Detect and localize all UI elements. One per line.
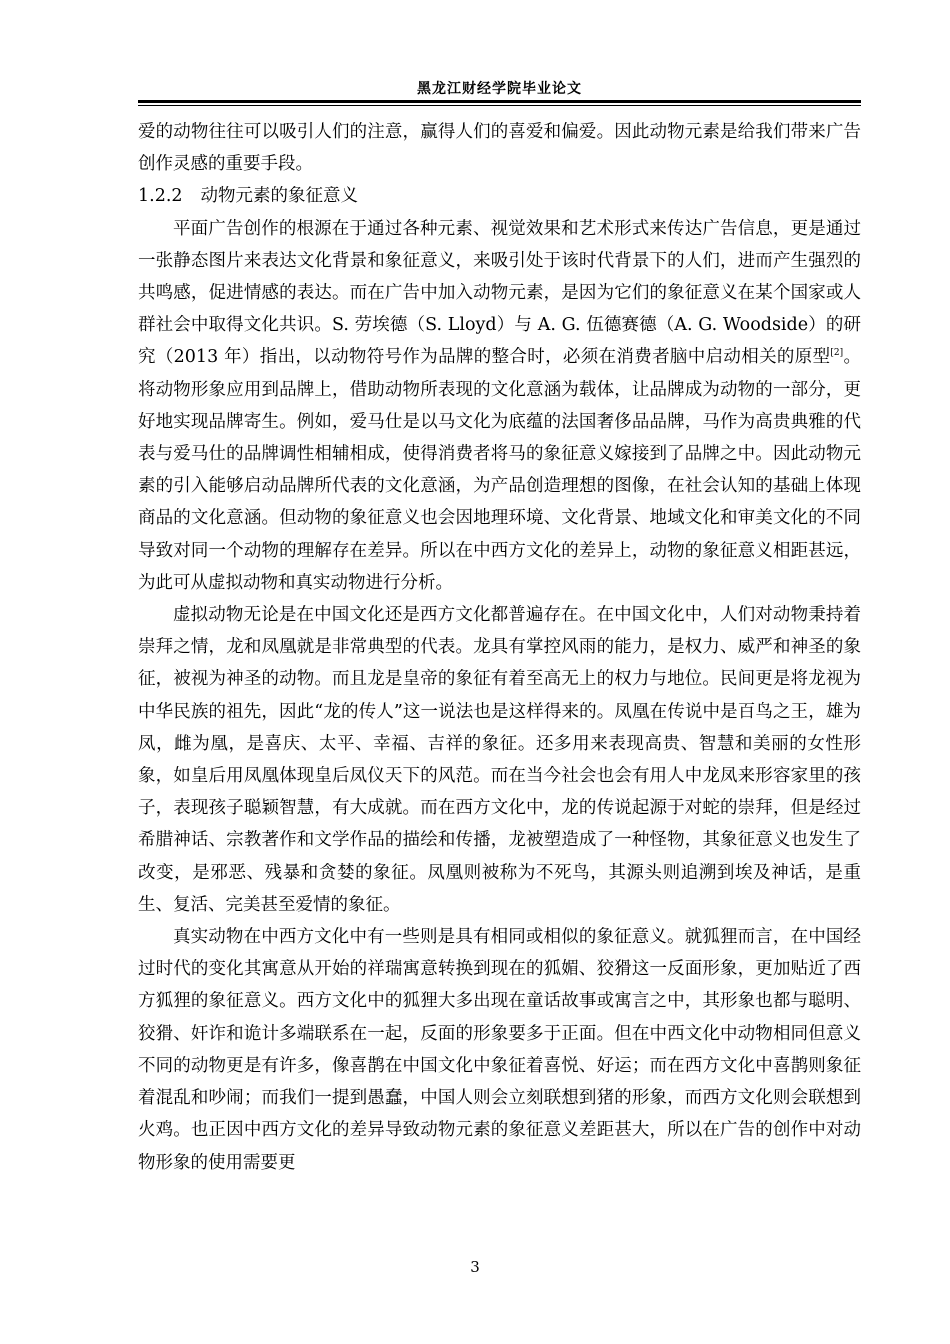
header-rule-thin [138, 105, 861, 106]
section-title: 动物元素的象征意义 [200, 186, 359, 207]
paragraph-real-animals: 真实动物在中西方文化中有一些则是具有相同或相似的象征意义。就狐狸而言，在中国经过时代的变化其寓意从开始的祥瑞寓意转换到现在的狐媚、狡猾这一反面形象，更加贴近了西方狐狸的象征意义。西方文化中的狐狸大多出现在童话故事或寓言之中，其形象也都与聪明、狡猾、奸诈和诡计多端联系在一起，反面的形象要多于正面。但在中西文化中动物相同但意义不同的动物更是有许多，像喜鹊在中国文化中象征着喜悦、好运；而在西方文化中喜鹊则象征着混乱和吵闹；而我们一提到愚蠢，中国人则会立刻联想到猪的形象，而西方文化则会联想到火鸡。也正因中西方文化的差异导致动物元素的象征意义差距甚大，所以在广告的创作中对动物形象的使用需要更 [138, 927, 861, 1173]
running-header: 黑龙江财经学院毕业论文 [417, 81, 582, 97]
citation-ref: [2] [830, 348, 844, 359]
body-text [138, 116, 861, 1179]
page-number: 3 [470, 1258, 480, 1276]
paragraph-text-after-citation: 。将动物形象应用到品牌上，借助动物所表现的文化意涵为载体，让品牌成为动物的一部分，更好地实现品牌寄生。例如，爱马仕是以马文化为底蕴的法国奢侈品品牌，马作为高贵典雅的代表与爱马仕的品牌调性相辅相成，使得消费者将马的象征意义嫁接到了品牌之中。因此动物元素的引入能够启动品牌所代表的文化意涵，为产品创造理想的图像，在社会认知的基础上体现商品的文化意涵。但动物的象征意义也会因地理环境、文化背景、地域文化和审美文化的不同导致对同一个动物的理解存在差异。所以在中西方文化的差异上，动物的象征意义相距甚远，为此可从虚拟动物和真实动物进行分析。 [138, 347, 861, 593]
paragraph-continuation: 爱的动物往往可以吸引人们的注意，赢得人们的喜爱和偏爱。因此动物元素是给我们带来广告创作灵感的重要手段。 [138, 122, 861, 175]
section-number: 1.2.2 [138, 186, 183, 207]
section-heading [138, 180, 861, 212]
paragraph-symbolism [138, 213, 861, 599]
paragraph-text-before-citation: 平面广告创作的根源在于通过各种元素、视觉效果和艺术形式来传达广告信息，更是通过一张静态图片来表达文化背景和象征意义，来吸引处于该时代背景下的人们，进而产生强烈的共鸣感，促进情感的表达。而在广告中加入动物元素，是因为它们的象征意义在某个国家或人群社会中取得文化共识。S. 劳埃德（S. Lloyd）与 A. G. 伍德赛德（A. G. Woodside）的研究（2013 年）指出，以动物符号作为品牌的整合时，必须在消费者脑中启动相关的原型 [138, 218, 861, 368]
paragraph-virtual-animals: 虚拟动物无论是在中国文化还是西方文化都普遍存在。在中国文化中，人们对动物秉持着崇拜之情，龙和凤凰就是非常典型的代表。龙具有掌控风雨的能力，是权力、威严和神圣的象征，被视为神圣的动物。而且龙是皇帝的象征有着至高无上的权力与地位。民间更是将龙视为中华民族的祖先，因此“龙的传人”这一说法也是这样得来的。凤凰在传说中是百鸟之王，雄为凤，雌为凰，是喜庆、太平、幸福、吉祥的象征。还多用来表现高贵、智慧和美丽的女性形象，如皇后用凤凰体现皇后凤仪天下的风范。而在当今社会也会有用人中龙凤来形容家里的孩子，表现孩子聪颖智慧，有大成就。而在西方文化中，龙的传说起源于对蛇的崇拜，但是经过希腊神话、宗教著作和文学作品的描绘和传播，龙被塑造成了一种怪物，其象征意义也发生了改变，是邪恶、残暴和贪婪的象征。凤凰则被称为不死鸟，其源头则追溯到埃及神话，是重生、复活、完美甚至爱情的象征。 [138, 605, 861, 915]
header-rule-thick [138, 100, 861, 103]
